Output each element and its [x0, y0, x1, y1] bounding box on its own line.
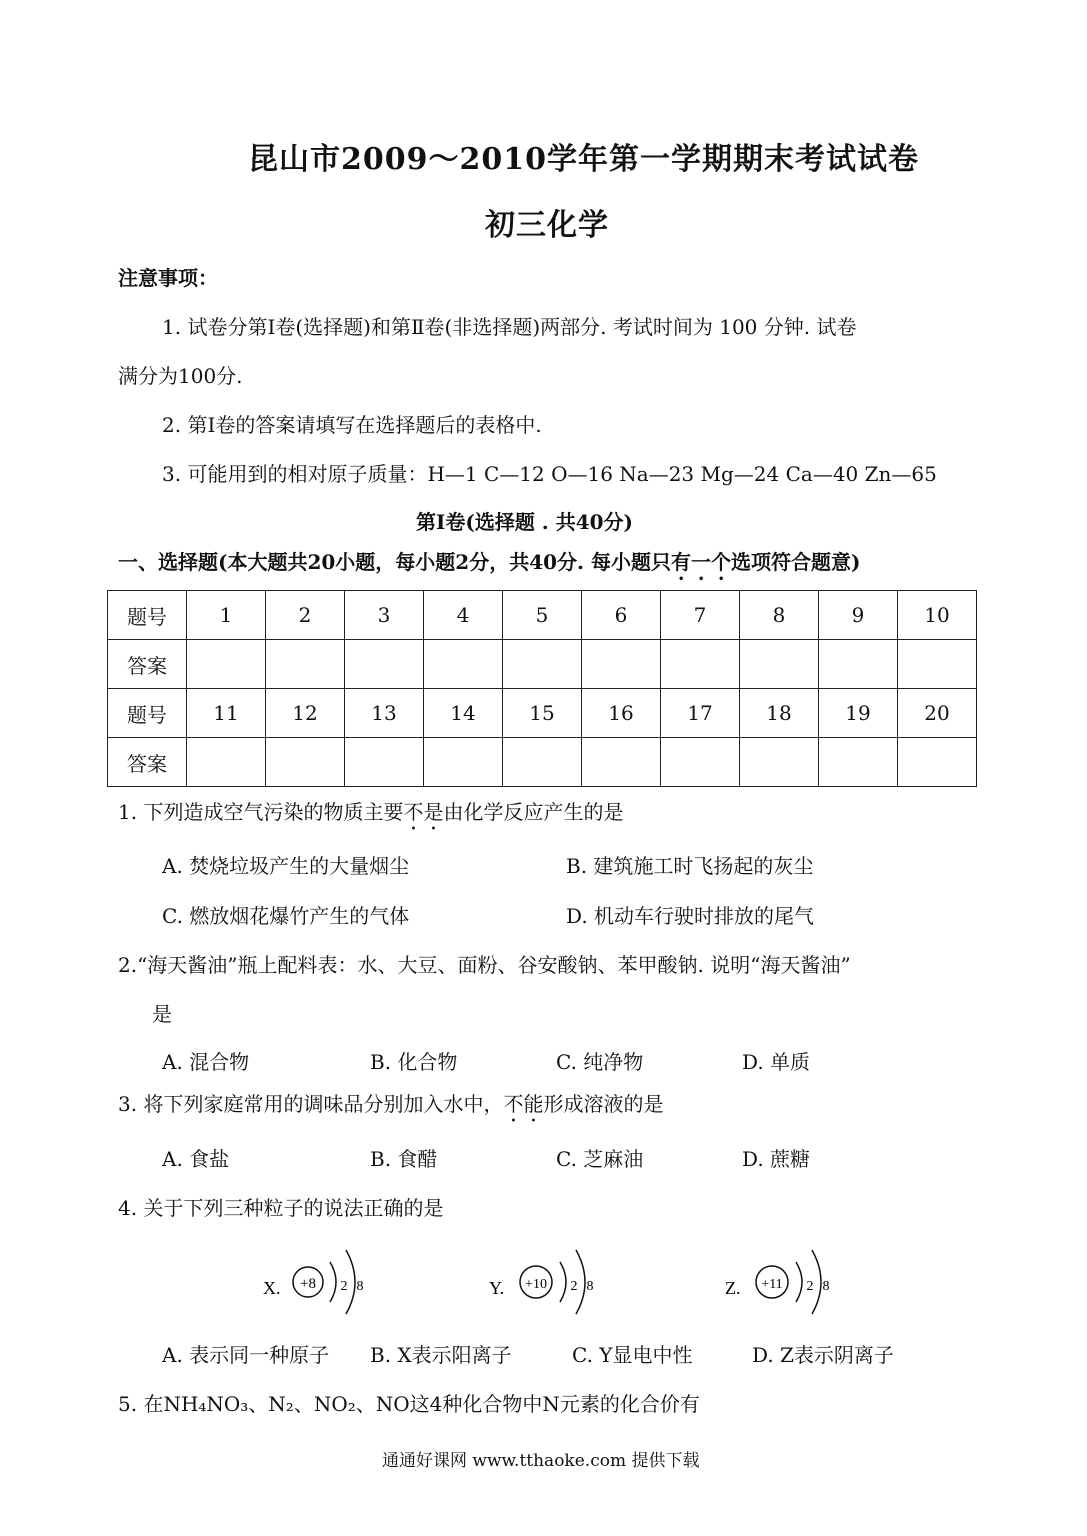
answer-cell[interactable] — [661, 738, 740, 787]
q1-option-c: C. 燃放烟花爆竹产生的气体 — [162, 904, 410, 928]
table-label-ans: 答案 — [108, 640, 187, 689]
answer-cell[interactable] — [898, 738, 977, 787]
q4-stem: 4. 关于下列三种粒子的说法正确的是 — [118, 1196, 444, 1220]
table-cell-num: 10 — [898, 591, 977, 640]
q2-stem-line-1: 2.“海天酱油”瓶上配料表：水、大豆、面粉、谷安酸钠、苯甲酸钠. 说明“海天酱油” — [118, 953, 851, 977]
particle-y-diagram — [484, 1240, 624, 1320]
answer-cell[interactable] — [345, 640, 424, 689]
table-cell-num: 7 — [661, 591, 740, 640]
table-row-answers-2 — [108, 738, 977, 787]
table-label-ans: 答案 — [108, 738, 187, 787]
q1-option-d: D. 机动车行驶时排放的尾气 — [566, 904, 815, 928]
q1-stem-post: 由化学反应产生的是 — [443, 800, 624, 824]
table-cell-num: 18 — [740, 689, 819, 738]
q3-option-c: C. 芝麻油 — [556, 1147, 644, 1171]
section-instruction — [118, 546, 860, 585]
table-cell-num: 3 — [345, 591, 424, 640]
answer-cell[interactable] — [345, 738, 424, 787]
answer-cell[interactable] — [740, 640, 819, 689]
table-label-num: 题号 — [108, 591, 187, 640]
table-cell-num: 12 — [266, 689, 345, 738]
table-cell-num: 9 — [819, 591, 898, 640]
q3-stem-post: 形成溶液的是 — [543, 1092, 664, 1116]
particle-z-diagram — [720, 1240, 860, 1320]
particle-z-label: Z. — [725, 1278, 741, 1298]
answer-cell[interactable] — [503, 640, 582, 689]
answer-cell[interactable] — [740, 738, 819, 787]
table-cell-num: 13 — [345, 689, 424, 738]
notice-item-1-line-2: 满分为100分. — [118, 364, 243, 388]
q3-option-a: A. 食盐 — [162, 1147, 230, 1171]
particle-y-label: Y. — [489, 1278, 505, 1298]
particle-x-label: X. — [263, 1278, 281, 1298]
particle-z-electrons-1: 2 — [806, 1279, 814, 1294]
section-heading: 第Ⅰ卷(选择题 . 共40分) — [416, 510, 634, 534]
table-cell-num: 14 — [424, 689, 503, 738]
particle-y-charge: +10 — [525, 1277, 547, 1292]
notice-heading: 注意事项： — [118, 266, 218, 290]
q3-option-d: D. 蔗糖 — [742, 1147, 811, 1171]
table-cell-num: 20 — [898, 689, 977, 738]
q2-option-a: A. 混合物 — [162, 1050, 250, 1074]
answer-cell[interactable] — [898, 640, 977, 689]
table-cell-num: 2 — [266, 591, 345, 640]
notice-item-1-line-1: 1. 试卷分第Ⅰ卷(选择题)和第Ⅱ卷(非选择题)两部分. 考试时间为 100 分钟. 试卷 — [162, 315, 857, 339]
q1-option-a: A. 焚烧垃圾产生的大量烟尘 — [162, 854, 410, 878]
particle-y-electrons-2: 8 — [586, 1279, 594, 1294]
answer-cell[interactable] — [424, 738, 503, 787]
q1-stem-pre: 1. 下列造成空气污染的物质主要 — [118, 800, 404, 824]
answer-cell[interactable] — [266, 640, 345, 689]
notice-item-3: 3. 可能用到的相对原子质量：H—1 C—12 O—16 Na—23 Mg—24 Ca—40 Zn—65 — [162, 462, 937, 486]
particle-y-electrons-1: 2 — [570, 1279, 578, 1294]
answer-cell[interactable] — [819, 640, 898, 689]
q4-option-c: C. Y显电中性 — [572, 1343, 693, 1367]
particle-x-shell-1 — [330, 1262, 336, 1302]
particle-x-charge: +8 — [300, 1276, 316, 1292]
table-row-numbers-1 — [108, 591, 977, 640]
table-cell-num: 6 — [582, 591, 661, 640]
answer-cell[interactable] — [582, 738, 661, 787]
table-cell-num: 5 — [503, 591, 582, 640]
q3-stem-pre: 3. 将下列家庭常用的调味品分别加入水中， — [118, 1092, 504, 1116]
instruction-pre: 一、选择题(本大题共20小题，每小题2分，共40分. 每小题只 — [118, 550, 671, 574]
notice-item-2: 2. 第Ⅰ卷的答案请填写在选择题后的表格中. — [162, 413, 542, 437]
page-title: 昆山市2009～2010学年第一学期期末考试试卷 — [248, 142, 919, 177]
q1-stem-emphasis: 不是 — [403, 800, 444, 824]
table-cell-num: 16 — [582, 689, 661, 738]
q2-option-c: C. 纯净物 — [556, 1050, 644, 1074]
answer-cell[interactable] — [819, 738, 898, 787]
answer-cell[interactable] — [582, 640, 661, 689]
particle-z-shell-1 — [796, 1262, 802, 1302]
answer-cell[interactable] — [187, 738, 266, 787]
answer-cell[interactable] — [503, 738, 582, 787]
q2-option-b: B. 化合物 — [370, 1050, 458, 1074]
table-cell-num: 11 — [187, 689, 266, 738]
page-footer: 通通好课网 www.tthaoke.com 提供下载 — [382, 1451, 700, 1471]
particle-x-electrons-1: 2 — [340, 1279, 348, 1294]
instruction-emphasis: 有一个 — [670, 550, 731, 574]
table-cell-num: 4 — [424, 591, 503, 640]
particle-z-electrons-2: 8 — [822, 1279, 830, 1294]
q4-option-d: D. Z表示阴离子 — [752, 1343, 894, 1367]
answer-cell[interactable] — [661, 640, 740, 689]
q3-stem-emphasis: 不能 — [503, 1092, 544, 1116]
table-row-answers-1 — [108, 640, 977, 689]
answer-table — [107, 590, 977, 787]
answer-cell[interactable] — [187, 640, 266, 689]
particle-y-shell-1 — [560, 1262, 566, 1302]
answer-cell[interactable] — [424, 640, 503, 689]
table-cell-num: 17 — [661, 689, 740, 738]
table-cell-num: 8 — [740, 591, 819, 640]
table-label-num: 题号 — [108, 689, 187, 738]
table-cell-num: 1 — [187, 591, 266, 640]
q2-stem-line-2: 是 — [152, 1002, 172, 1026]
q3-stem — [118, 1088, 663, 1127]
q5-stem: 5. 在NH₄NO₃、N₂、NO₂、NO这4种化合物中N元素的化合价有 — [118, 1392, 700, 1416]
q1-option-b: B. 建筑施工时飞扬起的灰尘 — [566, 854, 814, 878]
q2-option-d: D. 单质 — [742, 1050, 811, 1074]
q3-option-b: B. 食醋 — [370, 1147, 438, 1171]
q4-option-a: A. 表示同一种原子 — [162, 1343, 330, 1367]
page-subtitle: 初三化学 — [485, 208, 609, 243]
q1-stem — [118, 796, 623, 835]
table-cell-num: 15 — [503, 689, 582, 738]
instruction-post: 选项符合题意) — [730, 550, 861, 574]
answer-cell[interactable] — [266, 738, 345, 787]
particle-x-diagram — [258, 1240, 388, 1320]
particle-x-electrons-2: 8 — [356, 1279, 364, 1294]
table-row-numbers-2 — [108, 689, 977, 738]
table-cell-num: 19 — [819, 689, 898, 738]
particle-z-charge: +11 — [761, 1277, 783, 1292]
q4-option-b: B. X表示阳离子 — [370, 1343, 512, 1367]
